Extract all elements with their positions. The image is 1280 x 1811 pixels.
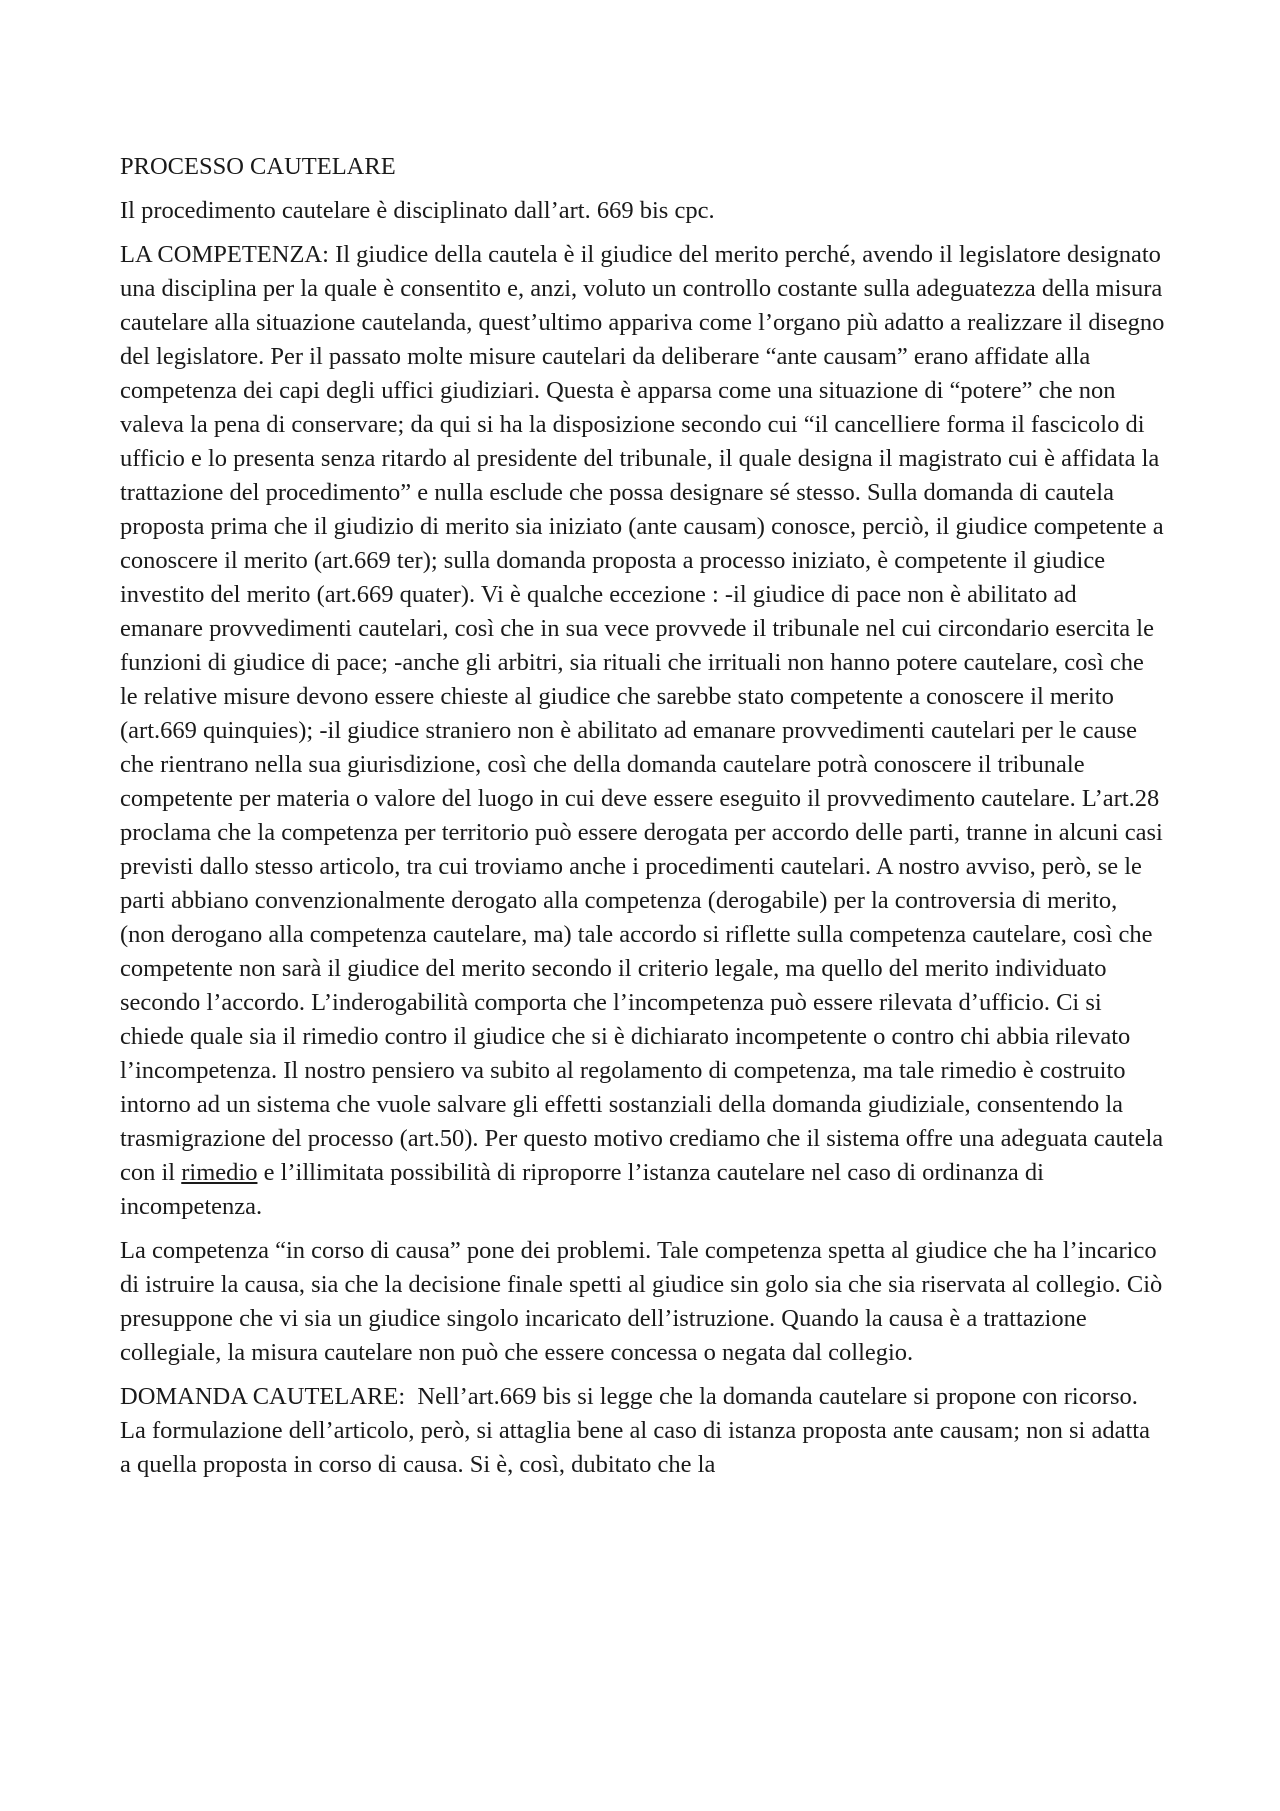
document-page [120,150,1165,1492]
intro-paragraph: Il procedimento cautelare è disciplinato dall’art. 669 bis cpc. [120,197,715,224]
domanda-paragraph [120,1380,1165,1482]
in-corso-di-causa-paragraph: La competenza “in corso di causa” pone dei problemi. Tale competenza spetta al giudice che ha l’incarico di istruire la causa, sia che la decisione finale spetti al giudice sin golo sia che sia riservata al collegio. Ciò presuppone che vi sia un giudice singolo incaricato dell’istruzione. Quando la causa è a trattazione collegiale, la misura cautelare non può che essere concessa o negata dal collegio. [120,1237,1163,1366]
rimedio-link[interactable]: rimedio [181,1159,258,1186]
document-title: PROCESSO CAUTELARE [120,153,396,180]
domanda-body: Nell’art.669 bis si legge che la domanda cautelare si propone con ricorso. La formulazione dell’articolo, però, si attaglia bene al caso di istanza proposta ante causam; non si adatta a quella proposta in corso di causa. Si è, così, dubitato che la [120,1383,1157,1478]
domanda-heading: DOMANDA CAUTELARE: [120,1383,406,1410]
competenza-body: Il giudice della cautela è il giudice del merito perché, avendo il legislatore designato una disciplina per la quale è consentito e, anzi, voluto un controllo costante sulla adeguatezza della misura cautelare alla situazione cautelanda, quest’ultimo appariva come l’organo più adatto a realizzare il disegno del legislatore. Per il passato molte misure cautelari da deliberare “ante causam” erano affidate alla competenza dei capi degli uffici giudiziari. Questa è apparsa come una situazione di “potere” che non valeva la pena di conservare; da qui si ha la disposizione secondo cui “il cancelliere forma il fascicolo di ufficio e lo presenta senza ritardo al presidente del tribunale, il quale designa il magistrato cui è affidata la trattazione del procedimento” e nulla esclude che possa designare sé stesso. Sulla domanda di cautela proposta prima che il giudizio di merito sia iniziato (ante causam) conosce, perciò, il giudice competente a conoscere il merito (art.669 ter); sulla domanda proposta a processo iniziato, è competente il giudice investito del merito (art.669 quater). Vi è qualche eccezione : -il giudice di pace non è abilitato ad emanare provvedimenti cautelari, così che in sua vece provvede il tribunale nel cui circondario esercita le funzioni di giudice di pace; -anche gli arbitri, sia rituali che irrituali non hanno potere cautelare, così che le relative misure devono essere chieste al giudice che sarebbe stato competente a conoscere il merito (art.669 quinquies); -il giudice straniero non è abilitato ad emanare provvedimenti cautelari per le cause che rientrano nella sua giurisdizione, così che della domanda cautelare potrà conoscere il tribunale competente per materia o valore del luogo in cui deve essere eseguito il provvedimento cautelare. L’art.28 proclama che la competenza per territorio può essere derogata per accordo delle parti, tranne in alcuni casi previsti dallo stesso articolo, tra cui troviamo anche i procedimenti cautelari. A nostro avviso, però, se le parti abbiano convenzionalmente derogato alla competenza (derogabile) per la controversia di merito, (non derogano alla competenza cautelare, ma) tale accordo si riflette sulla competenza cautelare, così che competente non sarà il giudice del merito secondo il criterio legale, ma quello del merito individuato secondo l’accordo. L’inderogabilità comporta che l’incompetenza può essere rilevata d’ufficio. Ci si chiede quale sia il rimedio contro il giudice che si è dichiarato incompetente o contro chi abbia rilevato l’incompetenza. Il nostro pensiero va subito al regolamento di competenza, ma tale rimedio è costruito intorno ad un sistema che vuole salvare gli effetti sostanziali della domanda giudiziale, consentendo la trasmigrazione del processo (art.50). Per questo motivo crediamo che il sistema offre una adeguata cautela con il [120,241,1165,1186]
competenza-paragraph [120,238,1165,1224]
competenza-heading: LA COMPETENZA: [120,241,329,268]
competenza-body-end: e l’illimitata possibilità di riproporre l’istanza cautelare nel caso di ordinanza di incompetenza. [120,1159,1044,1220]
